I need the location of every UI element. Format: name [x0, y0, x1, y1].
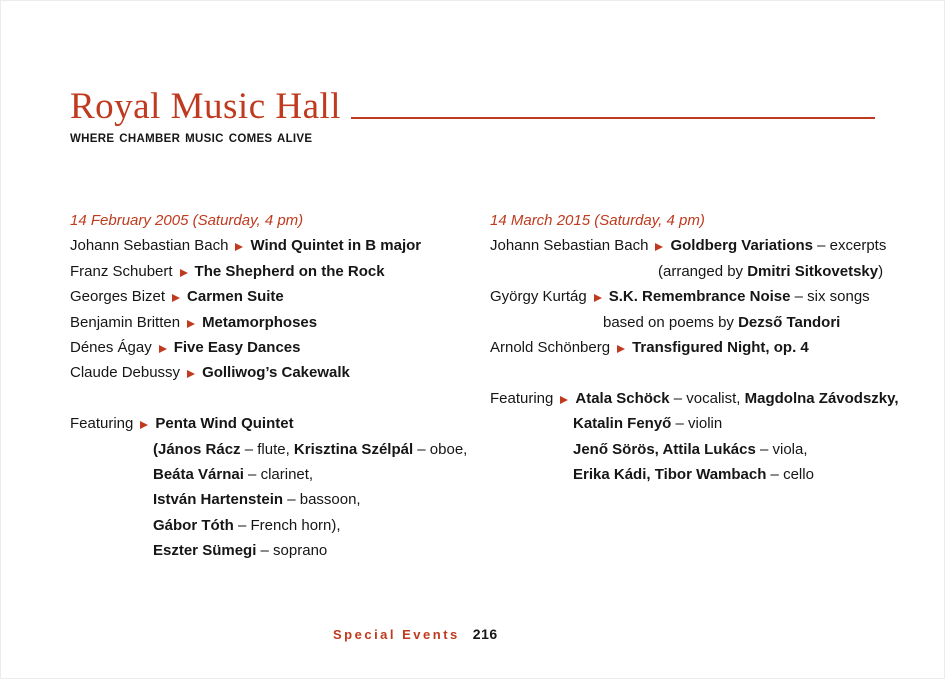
- footer-page-number: 216: [472, 626, 498, 642]
- text-segment: ): [878, 262, 884, 280]
- text-segment: Johann Sebastian Bach: [70, 237, 229, 255]
- text-segment: (János Rácz: [153, 440, 241, 458]
- play-marker-icon: [180, 269, 188, 277]
- text-segment: – clarinet,: [243, 466, 314, 484]
- play-marker-icon: [187, 370, 195, 378]
- play-marker-icon: [140, 421, 148, 429]
- title-rule: [351, 117, 875, 120]
- event-lines: [70, 233, 490, 563]
- text-segment: Franz Schubert: [70, 262, 173, 280]
- page-header: [70, 88, 875, 145]
- programme-line: [70, 487, 490, 512]
- text-segment: Krisztina Szélpál: [293, 440, 414, 458]
- text-segment: – excerpts: [812, 237, 887, 255]
- event-column-march: [490, 208, 899, 564]
- text-segment: – soprano: [256, 542, 328, 560]
- programme-line: [70, 360, 490, 385]
- text-segment: Wind Quintet in B major: [250, 237, 422, 255]
- text-segment: – six songs: [790, 288, 870, 306]
- text-segment: Benjamin Britten: [70, 313, 181, 331]
- programme-line: [490, 437, 875, 462]
- text-segment: Five Easy Dances: [173, 339, 301, 357]
- text-segment: Magdolna Závodszky,: [744, 389, 899, 407]
- event-columns: [70, 208, 899, 564]
- text-segment: S.K. Remembrance Noise: [608, 288, 791, 306]
- programme-line: [490, 411, 875, 436]
- text-segment: Katalin Fenyő: [573, 415, 672, 433]
- programme-line: [70, 284, 490, 309]
- page-footer: [333, 626, 498, 642]
- text-segment: Carmen Suite: [187, 288, 284, 306]
- programme-line: [490, 284, 875, 309]
- play-marker-icon: [617, 345, 625, 353]
- text-segment: Goldberg Variations: [670, 237, 813, 255]
- text-segment: – viola,: [755, 440, 808, 458]
- play-marker-icon: [187, 320, 195, 328]
- programme-line: [490, 259, 884, 284]
- programme-line: [70, 335, 490, 360]
- programme-line: [70, 310, 490, 335]
- text-segment: Dmitri Sitkovetsky: [747, 262, 879, 280]
- text-segment: – oboe,: [413, 440, 468, 458]
- text-segment: Claude Debussy: [70, 364, 181, 382]
- text-segment: György Kurtág: [490, 288, 587, 306]
- play-marker-icon: [560, 396, 568, 404]
- text-segment: Erika Kádi, Tibor Wambach: [573, 466, 767, 484]
- footer-section-label: Special Events: [333, 627, 460, 642]
- text-segment: (arranged by: [658, 262, 748, 280]
- programme-line: [490, 462, 875, 487]
- programme-line: [490, 335, 875, 360]
- programme-line: [490, 233, 887, 258]
- text-segment: – cello: [766, 466, 814, 484]
- text-segment: Atala Schöck: [575, 389, 670, 407]
- text-segment: Eszter Sümegi: [153, 542, 257, 560]
- text-segment: The Shepherd on the Rock: [194, 262, 385, 280]
- programme-line: [70, 233, 490, 258]
- text-segment: Johann Sebastian Bach: [490, 237, 649, 255]
- text-segment: – vocalist,: [669, 389, 745, 407]
- text-segment: Jenő Sörös, Attila Lukács: [573, 440, 756, 458]
- text-segment: Arnold Schönberg: [490, 339, 611, 357]
- programme-line: [70, 411, 490, 436]
- text-segment: Penta Wind Quintet: [155, 415, 294, 433]
- event-date: 14 February 2005 (Saturday, 4 pm): [70, 212, 304, 229]
- text-segment: – bassoon,: [283, 491, 361, 509]
- event-date: 14 March 2015 (Saturday, 4 pm): [490, 212, 705, 229]
- programme-line: [490, 310, 875, 335]
- text-segment: Dezső Tandori: [738, 313, 841, 331]
- text-segment: István Hartenstein: [153, 491, 284, 509]
- title-row: [70, 88, 875, 125]
- event-lines: [490, 233, 899, 487]
- play-marker-icon: [655, 243, 663, 251]
- text-segment: Dénes Ágay: [70, 339, 152, 357]
- play-marker-icon: [594, 294, 602, 302]
- programme-line: [490, 386, 899, 411]
- programme-line: [70, 538, 490, 563]
- text-segment: Beáta Várnai: [153, 466, 244, 484]
- text-segment: – French horn),: [233, 516, 341, 534]
- play-marker-icon: [235, 243, 243, 251]
- text-segment: – flute,: [240, 440, 294, 458]
- page-title: Royal Music Hall: [70, 86, 342, 127]
- text-segment: based on poems by: [603, 313, 739, 331]
- programme-line: [70, 437, 490, 462]
- text-segment: Featuring: [490, 389, 554, 407]
- text-segment: Transfigured Night, op. 4: [632, 339, 809, 357]
- text-segment: Golliwog’s Cakewalk: [202, 364, 350, 382]
- text-segment: Georges Bizet: [70, 288, 166, 306]
- page-subtitle: WHERE CHAMBER MUSIC COMES ALIVE: [70, 133, 313, 145]
- programme-line: [70, 513, 490, 538]
- play-marker-icon: [159, 345, 167, 353]
- programme-line: [70, 259, 490, 284]
- text-segment: Metamorphoses: [202, 313, 318, 331]
- play-marker-icon: [172, 294, 180, 302]
- event-column-february: [70, 208, 490, 564]
- text-segment: – violin: [671, 415, 723, 433]
- text-segment: Gábor Tóth: [153, 516, 234, 534]
- programme-line: [70, 462, 490, 487]
- text-segment: Featuring: [70, 415, 134, 433]
